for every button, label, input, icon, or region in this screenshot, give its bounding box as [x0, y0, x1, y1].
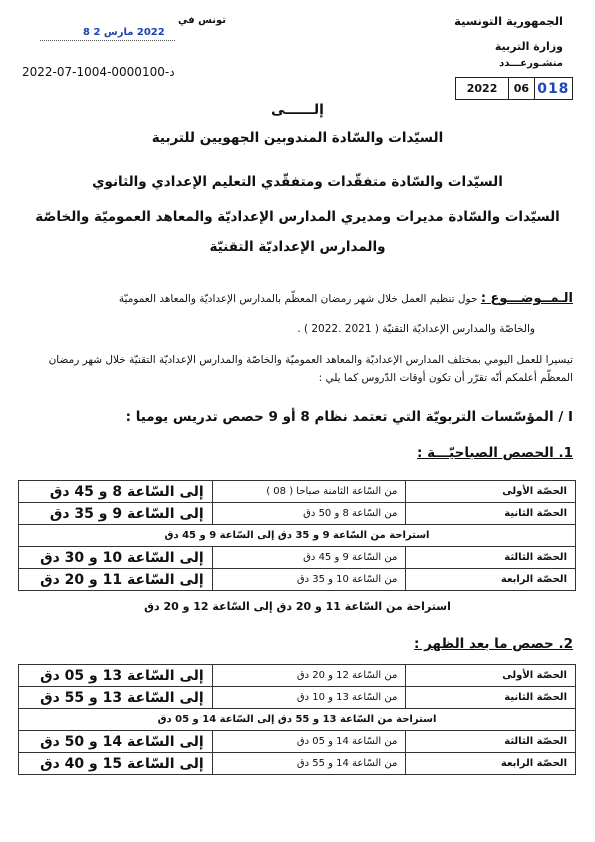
- reference-code: د-0000100-1004-07-2022: [22, 65, 175, 79]
- table-row: [19, 687, 576, 709]
- session-label: الحصّة الأولى: [406, 481, 576, 503]
- session-end: إلى السّاعة 13 و 55 دق: [19, 687, 213, 709]
- session-label: الحصّة الرابعة: [406, 753, 576, 775]
- subject-label: الـمــوضـــوع :: [480, 291, 573, 306]
- break-row: استراحة من السّاعة 13 و 55 دق إلى السّاعة 14 و 05 دق: [19, 709, 576, 731]
- intro-line-2: المعظّم أعلمكم أنّه تقرّر أن تكون أوقات الدّروس كما يلي :: [318, 372, 573, 384]
- table-row: [19, 665, 576, 687]
- session-label: الحصّة الثانية: [406, 687, 576, 709]
- session-start: من السّاعة 14 و 55 دق: [212, 753, 406, 775]
- session-end: إلى السّاعة 15 و 40 دق: [19, 753, 213, 775]
- republic-title: الجمهورية التونسية: [454, 14, 563, 28]
- session-label: الحصّة الرابعة: [406, 569, 576, 591]
- morning-schedule-table: [18, 480, 576, 591]
- session-end: إلى السّاعة 13 و 05 دق: [19, 665, 213, 687]
- intro-line-1: تيسيرا للعمل اليومي بمختلف المدارس الإعداديّة والمعاهد العموميّة والخاصّة والمدارس الإعداديّة التقنيّة خلال شهر رمضان: [48, 354, 573, 366]
- date-stamp: 2022 مارس 2 8: [83, 27, 165, 38]
- subject-text-1: حول تنظيم العمل خلال شهر رمضان المعظّم بالمدارس الإعداديّة والمعاهد العموميّة: [118, 293, 478, 305]
- session-start: من السّاعة 12 و 20 دق: [212, 665, 406, 687]
- session-start: من السّاعة 14 و 05 دق: [212, 731, 406, 753]
- session-label: الحصّة الثالثة: [406, 731, 576, 753]
- section-1-heading: I / المؤسّسات التربويّة التي تعتمد نظام 8 أو 9 حصص تدريس يوميا :: [125, 409, 573, 425]
- addressee-line-1: السيّدات والسّادة المندوبين الجهويين للتربية: [151, 130, 444, 146]
- table-row: [19, 569, 576, 591]
- table-row: [19, 481, 576, 503]
- subject-line-1: [18, 289, 573, 309]
- addressee-heading: إلــــــى: [271, 102, 324, 118]
- session-end: إلى السّاعة 11 و 20 دق: [19, 569, 213, 591]
- ministry-name: وزارة التربية: [494, 40, 563, 53]
- session-end: إلى السّاعة 10 و 30 دق: [19, 547, 213, 569]
- session-end: إلى السّاعة 14 و 50 دق: [19, 731, 213, 753]
- morning-heading: 1. الحصص الصباحيّـــة :: [416, 445, 573, 461]
- session-start: من السّاعة 10 و 35 دق: [212, 569, 406, 591]
- afternoon-schedule-table: [18, 664, 576, 775]
- table-row: [19, 525, 576, 547]
- table-row: [19, 731, 576, 753]
- session-end: إلى السّاعة 9 و 35 دق: [19, 503, 213, 525]
- session-label: الحصّة الثانية: [406, 503, 576, 525]
- publication-label: منشـورعـــدد: [499, 58, 563, 69]
- addressee-line-4: والمدارس الإعداديّة التقنيّة: [209, 239, 386, 255]
- break-row: استراحة من السّاعة 9 و 35 دق إلى السّاعة 9 و 45 دق: [19, 525, 576, 547]
- circular-serial: 018: [537, 80, 570, 97]
- circular-number-box: [455, 77, 573, 100]
- session-end: إلى السّاعة 8 و 45 دق: [19, 481, 213, 503]
- session-start: من السّاعة الثامنة صباحا ( 08 ): [212, 481, 406, 503]
- addressee-line-3: السيّدات والسّادة مديرات ومديري المدارس الإعداديّة والمعاهد العموميّة والخاصّة: [35, 209, 560, 225]
- circular-month: 06: [509, 78, 535, 99]
- afternoon-heading: 2. حصص ما بعد الظهر :: [414, 636, 573, 652]
- midday-break: استراحة من السّاعة 11 و 20 دق إلى السّاعة 12 و 20 دق: [144, 600, 451, 613]
- date-dotted-line: [40, 40, 175, 41]
- city-date-label: تونس في: [178, 15, 227, 26]
- session-start: من السّاعة 13 و 10 دق: [212, 687, 406, 709]
- subject-text-2: والخاصّة والمدارس الإعداديّة التقنيّة ( 2021 .2022 ) .: [297, 323, 535, 335]
- session-label: الحصّة الأولى: [406, 665, 576, 687]
- table-row: [19, 503, 576, 525]
- table-row: [19, 709, 576, 731]
- session-start: من السّاعة 9 و 45 دق: [212, 547, 406, 569]
- circular-year: 2022: [456, 78, 509, 99]
- session-start: من السّاعة 8 و 50 دق: [212, 503, 406, 525]
- addressee-line-2: السيّدات والسّادة متفقّدات ومتفقّدي التعليم الإعدادي والثانوي: [92, 174, 503, 190]
- table-row: [19, 753, 576, 775]
- table-row: [19, 547, 576, 569]
- session-label: الحصّة الثالثة: [406, 547, 576, 569]
